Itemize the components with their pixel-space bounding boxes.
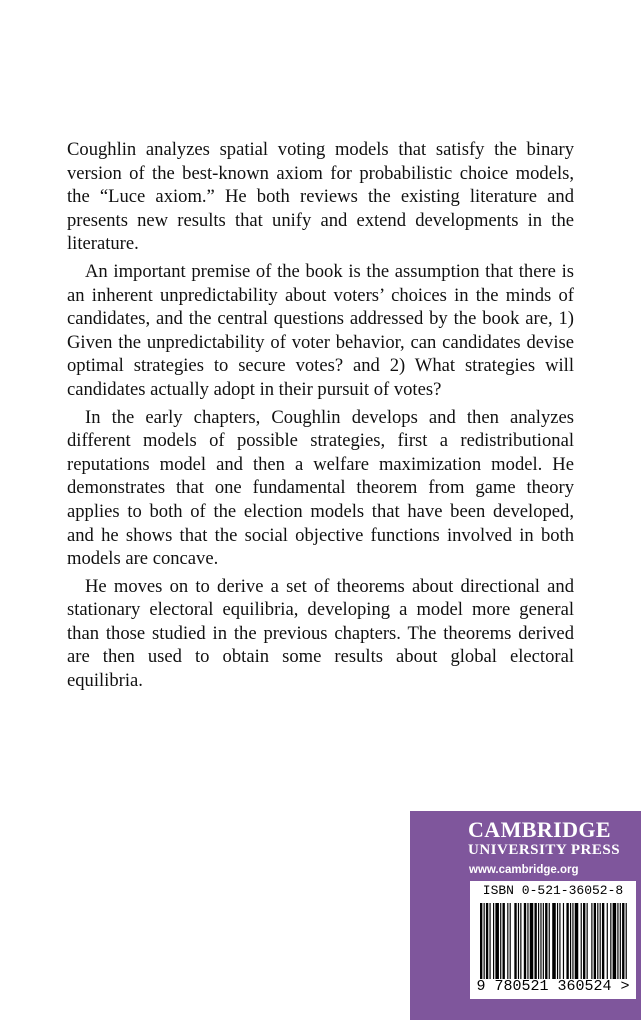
barcode-bar — [495, 903, 499, 979]
barcode-bar — [486, 903, 488, 979]
barcode-bar — [607, 903, 608, 979]
barcode-bars — [480, 903, 628, 979]
barcode-bar — [587, 903, 588, 979]
publisher-subname: UNIVERSITY PRESS — [468, 842, 621, 858]
blurb-paragraph-4: He moves on to derive a set of theorems about directional and stationary electoral equilibria, developing a model more general than those studied in the previous chapters. The theorems derived are then used to obtain some results about global electoral equilibria. — [67, 575, 574, 692]
barcode-bar — [583, 903, 585, 979]
publisher-name: CAMBRIDGE — [468, 817, 611, 842]
barcode-bar — [480, 903, 482, 979]
barcode-bar — [552, 903, 556, 979]
barcode-bar — [602, 903, 604, 979]
barcode-bar — [572, 903, 573, 979]
barcode-bar — [563, 903, 564, 979]
barcode-bar — [545, 903, 547, 979]
isbn-label: ISBN 0-521-36052-8 — [482, 883, 624, 898]
publisher-logo — [468, 818, 640, 859]
barcode-bar — [527, 903, 528, 979]
barcode-bar — [507, 903, 508, 979]
barcode-bar — [566, 903, 568, 979]
barcode-bar — [581, 903, 582, 979]
publisher-website: www.cambridge.org — [469, 864, 579, 876]
barcode-bar — [557, 903, 558, 979]
barcode-bar — [549, 903, 550, 979]
blurb-paragraph-1: Coughlin analyzes spatial voting models that satisfy the binary version of the best-known axiom for probabilistic choice models, the “Luce axiom.” He both reviews the existing literature and presents new results that unify and extend developments in the literature. — [67, 139, 574, 255]
barcode-bar — [518, 903, 519, 979]
barcode-bar — [484, 903, 485, 979]
barcode-bar — [514, 903, 516, 979]
barcode-block — [470, 881, 636, 999]
barcode-bar — [610, 903, 611, 979]
blurb-paragraph-2: An important premise of the book is the assumption that there is an inherent unpredictability about voters’ choices in the minds of candidates, and the central questions addressed by the book are, 1) Given the unpredictability of voter behavior, can candidates devise optimal strategies to secure votes? and 2) What strategies will candidates actually adopt in their pursuit of votes? — [67, 260, 574, 400]
barcode-bar — [503, 903, 505, 979]
barcode-bar — [594, 903, 596, 979]
barcode-bar — [620, 903, 621, 979]
barcode-bar — [626, 903, 627, 979]
blurb-paragraph-3: In the early chapters, Coughlin develops and then analyzes different models of possible strategies, first a redistributional reputations model and then a welfare maximization model. He demonstrates that one fundamental theorem from game theory applies to both of the election models that have been developed, and he shows that the social objective functions involved in both models are concave. — [67, 406, 574, 570]
barcode-bar — [520, 903, 521, 979]
barcode-bar — [591, 903, 592, 979]
barcode-bar — [534, 903, 536, 979]
ean-digits: 9 780521 360524 > — [476, 978, 630, 995]
barcode-bar — [530, 903, 534, 979]
barcode-bar — [540, 903, 541, 979]
barcode-bar — [559, 903, 560, 979]
barcode-bar — [543, 903, 544, 979]
barcode-bar — [493, 903, 494, 979]
barcode-bar — [500, 903, 501, 979]
barcode-bar — [510, 903, 511, 979]
barcode-bar — [622, 903, 624, 979]
barcode-bar — [617, 903, 618, 979]
barcode-bar — [575, 903, 579, 979]
barcode-bar — [570, 903, 571, 979]
back-cover-blurb — [67, 138, 574, 697]
barcode-bar — [489, 903, 490, 979]
barcode-bar — [538, 903, 539, 979]
barcode-bar — [613, 903, 617, 979]
barcode-bar — [600, 903, 601, 979]
barcode-bar — [524, 903, 526, 979]
barcode-bar — [597, 903, 598, 979]
